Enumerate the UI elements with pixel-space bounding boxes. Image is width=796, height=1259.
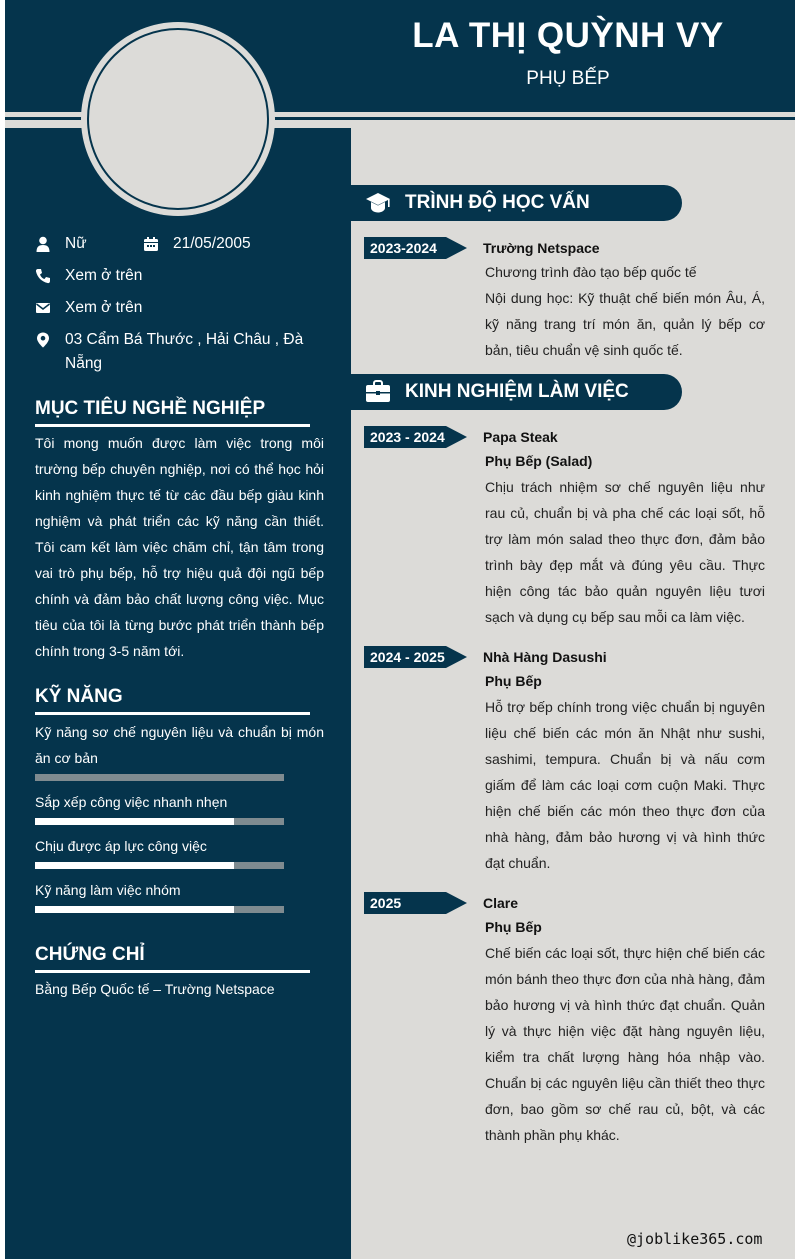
certificate-item: Bằng Bếp Quốc tế – Trường Netspace xyxy=(35,981,275,997)
candidate-name: LA THỊ QUỲNH VY xyxy=(412,16,724,55)
graduation-cap-icon xyxy=(365,191,391,215)
skill-bar xyxy=(35,906,284,913)
job-description: Chịu trách nhiệm sơ chế nguyên liệu như rau củ, chuẩn bị và pha chế các loại sốt, hỗ trợ làm món salad theo thực đơn, đảm bảo trình bày đẹp mắt và đúng yêu cầu. Thực hiện công tác bảo quản nguyên liệu tươi sạch và dụng cụ bếp sau mỗi ca làm việc. xyxy=(485,479,765,625)
skill-item xyxy=(35,833,324,869)
skill-item xyxy=(35,789,324,825)
skill-item xyxy=(35,719,324,781)
company-name: Nhà Hàng Dasushi xyxy=(483,649,607,665)
birthdate-value: 21/05/2005 xyxy=(173,235,251,252)
skill-item xyxy=(35,877,324,913)
skill-bar-fill xyxy=(35,906,234,913)
watermark: @joblike365.com xyxy=(627,1230,763,1248)
period-label: 2024 - 2025 xyxy=(364,646,446,668)
avatar-placeholder xyxy=(87,28,269,210)
certificates-heading: CHỨNG CHỈ xyxy=(35,944,310,973)
skill-label: Chịu được áp lực công việc xyxy=(35,838,207,854)
job-description: Hỗ trợ bếp chính trong việc chuẩn bị nguyên liệu chế biến các món ăn Nhật như sushi, sashimi, tempura. Chuẩn bị và nấu cơm giấm để làm các loại cơm cuộn Maki. Thực hiện chế biến các món theo thực đơn của nhà hàng, đảm bảo hương vị và hình thức đạt chuẩn. xyxy=(485,699,765,871)
program-content: Nội dung học: Kỹ thuật chế biến món Âu, Á, kỹ năng trang trí món ăn, quản lý bếp cơ bản, tiêu chuẩn vệ sinh quốc tế. xyxy=(485,290,765,358)
experience-entry xyxy=(483,646,765,876)
briefcase-icon xyxy=(365,380,391,404)
school-name: Trường Netspace xyxy=(483,240,600,256)
period-label: 2023 - 2024 xyxy=(364,426,446,448)
phone-value: Xem ở trên xyxy=(65,267,143,284)
period-label: 2023-2024 xyxy=(364,237,446,259)
cv-page xyxy=(5,0,795,1259)
address-value: 03 Cẩm Bá Thước , Hải Châu , Đà Nẵng xyxy=(65,331,304,372)
skills-heading: KỸ NĂNG xyxy=(35,686,310,715)
experience-heading-bar xyxy=(351,374,682,410)
phone-icon xyxy=(35,268,51,284)
objective-heading: MỤC TIÊU NGHỀ NGHIỆP xyxy=(35,398,310,427)
job-position: Phụ Bếp (Salad) xyxy=(485,453,593,469)
job-position: Phụ Bếp xyxy=(485,673,542,689)
skill-bar xyxy=(35,774,284,781)
user-icon xyxy=(35,236,51,252)
location-icon xyxy=(35,332,51,348)
objective-text: Tôi mong muốn được làm việc trong môi trường bếp chuyên nghiệp, nơi có thể học hỏi kinh nghiệm thực tế từ các đầu bếp giàu kinh nghiệm và phát triển các kỹ năng cần thiết. Tôi cam kết làm việc chăm chỉ, tận tâm trong vai trò phụ bếp, hỗ trợ hiệu quả đội ngũ bếp chính và đảm bảo chất lượng công việc. Mục tiêu của tôi là từng bước phát triển thành bếp chính trong 3-5 năm tới. xyxy=(35,435,324,659)
program-name: Chương trình đào tạo bếp quốc tế xyxy=(485,264,697,280)
company-name: Clare xyxy=(483,895,519,911)
education-heading: TRÌNH ĐỘ HỌC VẤN xyxy=(405,192,590,213)
skill-bar xyxy=(35,862,284,869)
calendar-icon xyxy=(143,236,159,252)
education-entry xyxy=(483,237,765,363)
education-heading-bar xyxy=(351,185,682,221)
skill-label: Sắp xếp công việc nhanh nhẹn xyxy=(35,794,228,810)
avatar xyxy=(81,22,275,216)
experience-entry xyxy=(483,426,765,630)
skill-label: Kỹ năng làm việc nhóm xyxy=(35,882,181,898)
skill-bar-fill xyxy=(35,862,234,869)
skill-bar xyxy=(35,818,284,825)
job-description: Chế biến các loại sốt, thực hiện chế biến các món bánh theo thực đơn của nhà hàng, đảm bảo hương vị và hình thức đạt chuẩn. Quản lý và thực hiện việc đặt hàng nguyên liệu, kiểm tra chất lượng hàng hóa nhập vào. Chuẩn bị các nguyên liệu cần thiết theo thực đơn, bao gồm sơ chế rau củ, bột, và các thành phần phụ khác. xyxy=(485,945,765,1143)
skill-label: Kỹ năng sơ chế nguyên liệu và chuẩn bị món ăn cơ bản xyxy=(35,724,324,766)
experience-entry xyxy=(483,892,765,1148)
skill-bar-fill xyxy=(35,818,234,825)
experience-heading: KINH NGHIỆM LÀM VIỆC xyxy=(405,381,629,402)
period-label: 2025 xyxy=(364,892,446,914)
gender-value: Nữ xyxy=(65,235,87,252)
email-value: Xem ở trên xyxy=(65,299,143,316)
company-name: Papa Steak xyxy=(483,429,558,445)
mail-icon xyxy=(35,300,51,316)
job-position: Phụ Bếp xyxy=(485,919,542,935)
candidate-role: PHỤ BẾP xyxy=(526,68,610,89)
